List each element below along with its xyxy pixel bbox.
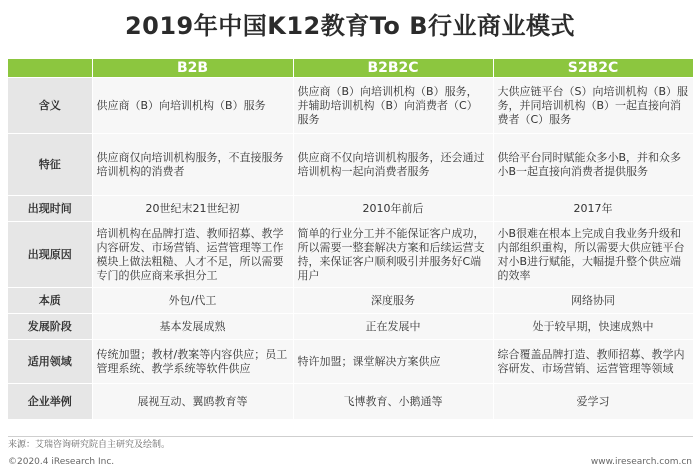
- cell-reason-b2b2c: 简单的行业分工并不能保证客户成功，所以需要一整套解决方案和后续运营支持，来保证客户顺利吸引并服务好C端用户: [293, 222, 493, 288]
- cell-time-b2b2c: 2010年前后: [293, 196, 493, 222]
- cell-definition-s2b2c: 大供应链平台（S）向培训机构（B）服务，并同培训机构（B）一起直接向消费者（C）服务: [493, 78, 693, 134]
- cell-reason-b2b: 培训机构在品牌打造、教师招募、教学内容研发、市场营销、运营管理等工作模块上做法粗糙、人才不足，所以需要专门的供应商来承担分工: [92, 222, 293, 288]
- row-label-definition: 含义: [8, 78, 92, 134]
- footer-divider: [8, 436, 693, 437]
- column-header-s2b2c: S2B2C: [493, 59, 693, 78]
- header-corner: [8, 59, 92, 78]
- row-label-reason: 出现原因: [8, 222, 92, 288]
- cell-time-s2b2c: 2017年: [493, 196, 693, 222]
- column-header-b2b: B2B: [92, 59, 293, 78]
- business-model-table: [8, 59, 694, 420]
- table-row-fields: [8, 340, 693, 384]
- column-header-b2b2c: B2B2C: [293, 59, 493, 78]
- row-label-stage: 发展阶段: [8, 314, 92, 340]
- row-label-essence: 本质: [8, 288, 92, 314]
- cell-features-b2b2c: 供应商不仅向培训机构服务，还会通过培训机构一起向消费者服务: [293, 134, 493, 196]
- table-row-stage: [8, 314, 693, 340]
- cell-features-s2b2c: 供给平台同时赋能众多小B，并和众多小B一起直接向消费者提供服务: [493, 134, 693, 196]
- row-label-features: 特征: [8, 134, 92, 196]
- row-label-examples: 企业举例: [8, 384, 92, 420]
- cell-reason-s2b2c: 小B很难在根本上完成自我业务升级和内部组织重构，所以需要大供应链平台对小B进行赋能，大幅提升整个供应端的效率: [493, 222, 693, 288]
- cell-essence-b2b2c: 深度服务: [293, 288, 493, 314]
- cell-definition-b2b2c: 供应商（B）向培训机构（B）服务，并辅助培训机构（B）向消费者（C）服务: [293, 78, 493, 134]
- cell-fields-s2b2c: 综合覆盖品牌打造、教师招募、教学内容研发、市场营销、运营管理等领域: [493, 340, 693, 384]
- cell-stage-b2b2c: 正在发展中: [293, 314, 493, 340]
- cell-fields-b2b: 传统加盟；教材/教案等内容供应；员工管理系统、教学系统等软件供应: [92, 340, 293, 384]
- header-row: [8, 59, 693, 78]
- cell-fields-b2b2c: 特许加盟；课堂解决方案供应: [293, 340, 493, 384]
- cell-essence-s2b2c: 网络协同: [493, 288, 693, 314]
- table-row-reason: [8, 222, 693, 288]
- row-label-time: 出现时间: [8, 196, 92, 222]
- cell-examples-b2b: 展视互动、翼鸥教育等: [92, 384, 293, 420]
- cell-essence-b2b: 外包/代工: [92, 288, 293, 314]
- table-row-time: [8, 196, 693, 222]
- cell-time-b2b: 20世纪末21世纪初: [92, 196, 293, 222]
- table-row-essence: [8, 288, 693, 314]
- cell-features-b2b: 供应商仅向培训机构服务，不直接服务培训机构的消费者: [92, 134, 293, 196]
- cell-definition-b2b: 供应商（B）向培训机构（B）服务: [92, 78, 293, 134]
- website: www.iresearch.com.cn: [590, 457, 692, 467]
- row-label-fields: 适用领域: [8, 340, 92, 384]
- table-row-features: [8, 134, 693, 196]
- copyright: ©2020.4 iResearch Inc.: [8, 457, 115, 467]
- cell-stage-b2b: 基本发展成熟: [92, 314, 293, 340]
- source-note: 来源：艾瑞咨询研究院自主研究及绘制。: [8, 440, 171, 450]
- table-row-definition: [8, 78, 693, 134]
- cell-stage-s2b2c: 处于较早期，快速成熟中: [493, 314, 693, 340]
- table-row-examples: [8, 384, 693, 420]
- cell-examples-s2b2c: 爱学习: [493, 384, 693, 420]
- page-title: 2019年中国K12教育To B行业商业模式: [124, 12, 576, 40]
- cell-examples-b2b2c: 飞博教育、小鹅通等: [293, 384, 493, 420]
